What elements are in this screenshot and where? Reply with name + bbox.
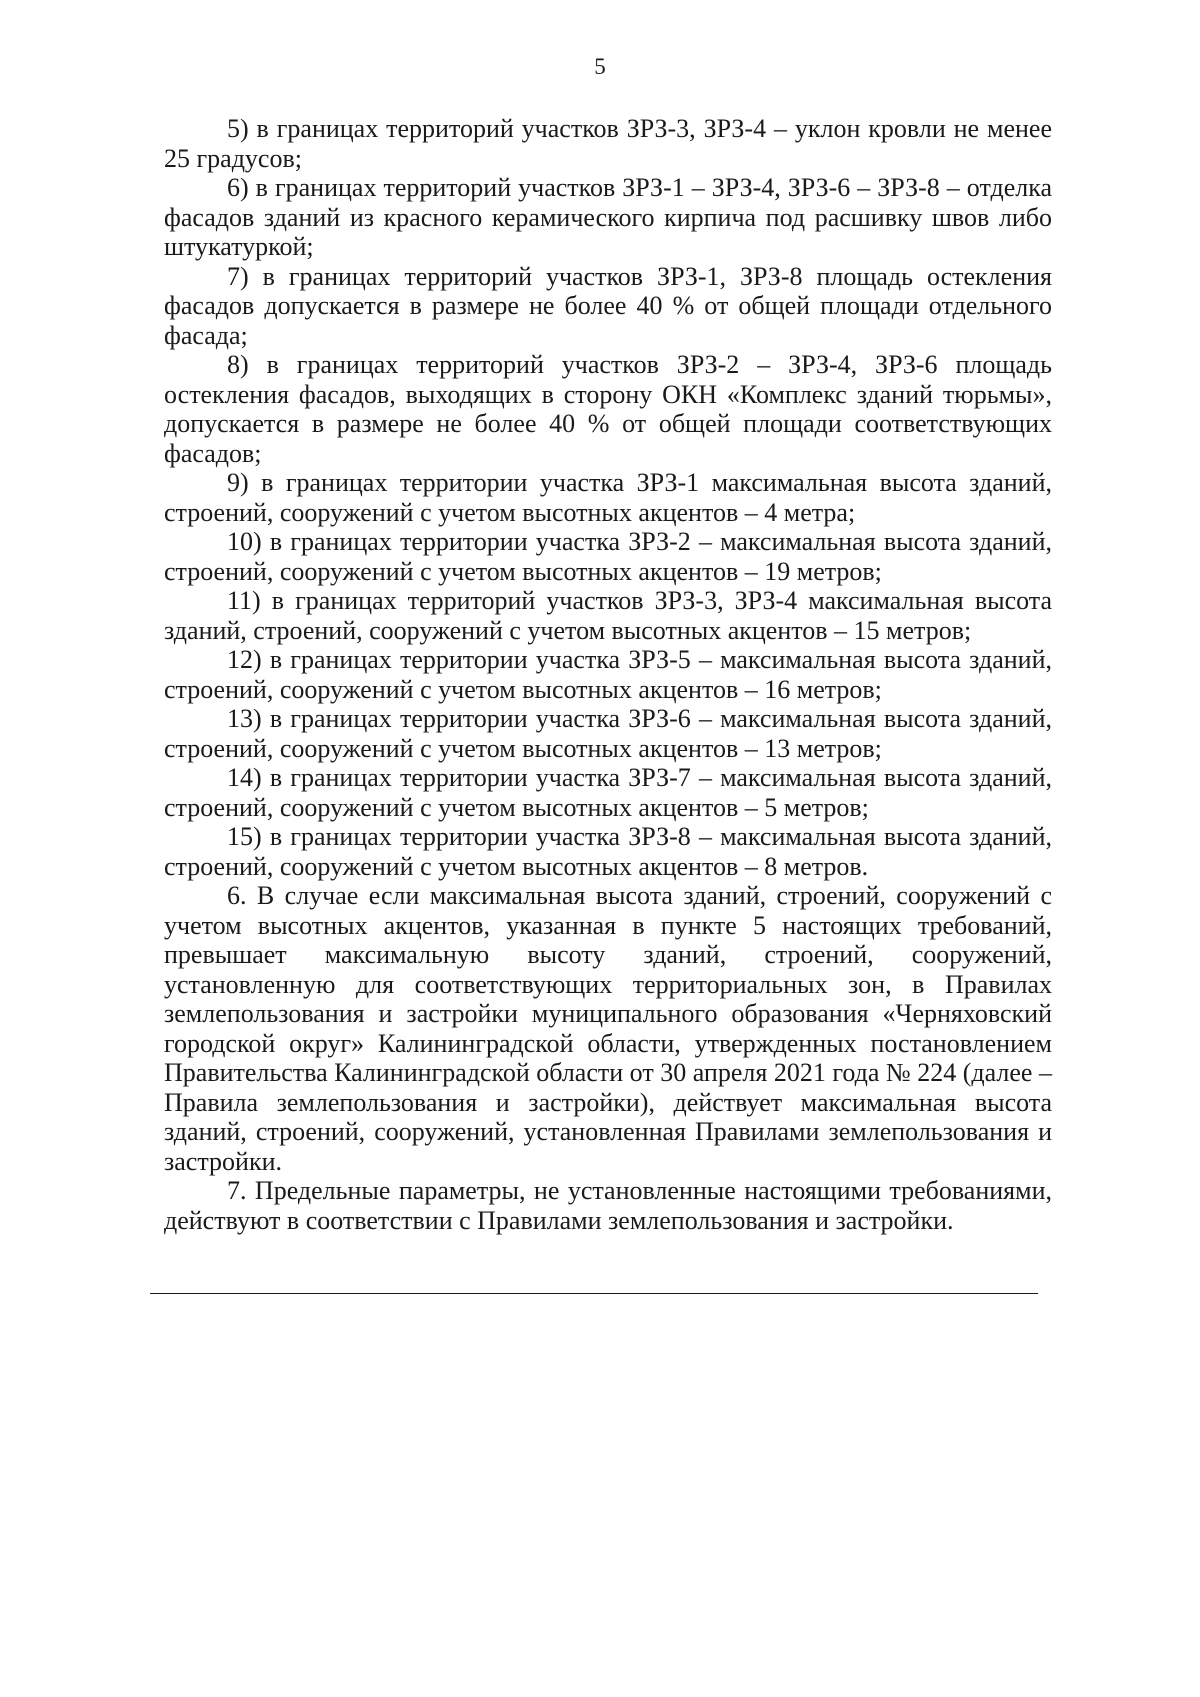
paragraph-item-5: 5) в границах территорий участков ЗРЗ-3, ЗРЗ-4 – уклон кровли не менее 25 градусов; xyxy=(164,114,1052,173)
paragraph-item-14: 14) в границах территории участка ЗРЗ-7 – максимальная высота зданий, строений, сооружений с учетом высотных акцентов – 5 метров; xyxy=(164,763,1052,822)
paragraph-item-7: 7) в границах территорий участков ЗРЗ-1, ЗРЗ-8 площадь остекления фасадов допускается в размере не более 40 % от общей площади отдельного фасада; xyxy=(164,261,1052,350)
paragraph-section-7: 7. Предельные параметры, не установленные настоящими требованиями, действуют в соответствии с Правилами землепользования и застройки. xyxy=(164,1176,1052,1235)
paragraph-item-15: 15) в границах территории участка ЗРЗ-8 – максимальная высота зданий, строений, сооружений с учетом высотных акцентов – 8 метров. xyxy=(164,822,1052,881)
paragraph-item-10: 10) в границах территории участка ЗРЗ-2 – максимальная высота зданий, строений, сооружений с учетом высотных акцентов – 19 метров; xyxy=(164,527,1052,586)
page-number: 5 xyxy=(594,54,606,79)
paragraph-item-6: 6) в границах территорий участков ЗРЗ-1 – ЗРЗ-4, ЗРЗ-6 – ЗРЗ-8 – отделка фасадов зданий из красного керамического кирпича под расшивку швов либо штукатуркой; xyxy=(164,173,1052,261)
paragraph-item-11: 11) в границах территорий участков ЗРЗ-3, ЗРЗ-4 максимальная высота зданий, строений, сооружений с учетом высотных акцентов – 15 метров; xyxy=(164,586,1052,645)
paragraph-item-9: 9) в границах территории участка ЗРЗ-1 максимальная высота зданий, строений, сооружений с учетом высотных акцентов – 4 метра; xyxy=(164,468,1052,527)
paragraph-section-6: 6. В случае если максимальная высота зданий, строений, сооружений с учетом высотных акцентов, указанная в пункте 5 настоящих требований, превышает максимальную высоту зданий, строений, сооружений, установленную для соответствующих территориальных зон, в Правилах землепользования и застройки муниципального образования «Черняховский городской округ» Калининградской области, утвержденных постановлением Правительства Калининградской области от 30 апреля 2021 года № 224 (далее – Правила землепользования и застройки), действует максимальная высота зданий, строений, сооружений, установленная Правилами землепользования и застройки. xyxy=(164,881,1052,1176)
document-body xyxy=(164,114,1052,1235)
paragraph-item-12: 12) в границах территории участка ЗРЗ-5 – максимальная высота зданий, строений, сооружений с учетом высотных акцентов – 16 метров; xyxy=(164,645,1052,704)
paragraph-item-8: 8) в границах территорий участков ЗРЗ-2 – ЗРЗ-4, ЗРЗ-6 площадь остекления фасадов, выходящих в сторону ОКН «Комплекс зданий тюрьмы», допускается в размере не более 40 % от общей площади соответствующих фасадов; xyxy=(164,350,1052,468)
end-of-document-rule xyxy=(150,1293,1038,1294)
paragraph-item-13: 13) в границах территории участка ЗРЗ-6 – максимальная высота зданий, строений, сооружений с учетом высотных акцентов – 13 метров; xyxy=(164,704,1052,763)
